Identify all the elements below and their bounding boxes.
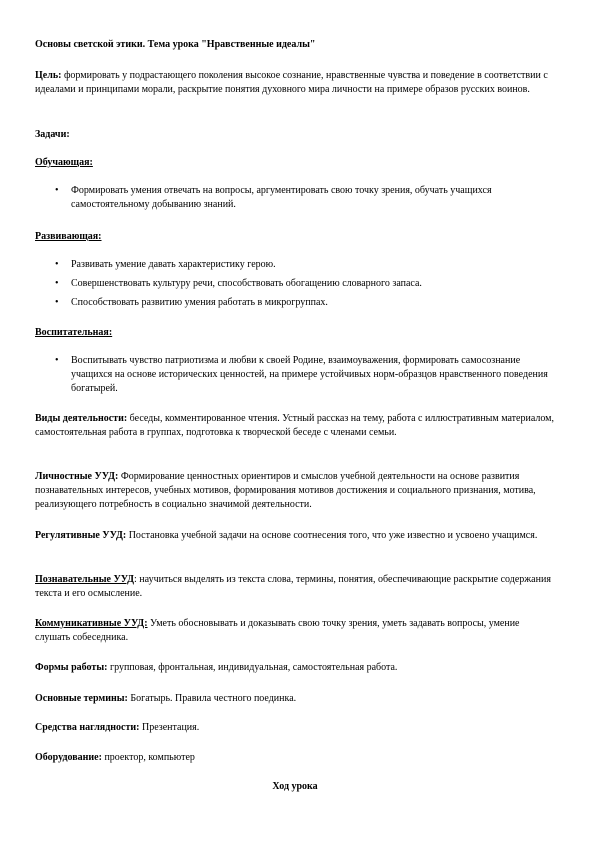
activities-text: беседы, комментированное чтения. Устный рассказ на тему, работа с иллюстративным материалом, самостоятельная работа в группах, подготовка к творческой беседе с членами семьи. (35, 413, 554, 438)
communicative-uud-text: Уметь обосновывать и доказывать свою точку зрения, уметь задавать вопросы, умение слушать собеседника. (35, 618, 520, 643)
activities-paragraph (35, 412, 555, 440)
communicative-uud-paragraph (35, 617, 555, 645)
cognitive-uud-text: : научиться выделять из текста слова, термины, понятия, обеспечивающие раскрытие содержания текста и его осмысление. (35, 574, 551, 599)
document-title: Основы светской этики. Тема урока "Нравственные идеалы" (35, 39, 316, 50)
personal-uud-text: Формирование ценностных ориентиров и смыслов учебной деятельности на основе развития познавательных интересов, учебных мотивов, формирования мотивов достижения и социального признания, мотива, реализующего потребность в социально значимой деятельности. (35, 471, 536, 510)
tasks-heading: Задачи: (35, 129, 70, 140)
list-item: • Способствовать развитию умения работать в микрогруппах. (35, 296, 555, 310)
list-item: • Воспитывать чувство патриотизма и любви к своей Родине, взаимоуважения, формировать самосознание учащихся на основе исторических ценностей, на примере устойчивых норм-образцов нравственного поведения богатырей. (35, 354, 555, 396)
communicative-uud-label: Коммуникативные УУД: (35, 618, 148, 629)
teaching-heading: Обучающая: (35, 157, 93, 168)
list-item: • Развивать умение давать характеристику герою. (35, 258, 555, 272)
terms-paragraph (35, 692, 555, 706)
forms-paragraph (35, 661, 555, 675)
equipment-label: Оборудование: (35, 752, 102, 763)
personal-uud-label: Личностные УУД: (35, 471, 119, 482)
educational-heading: Воспитательная: (35, 327, 113, 338)
activities-label: Виды деятельности: (35, 413, 128, 424)
regulatory-uud-label: Регулятивные УУД: (35, 530, 127, 541)
list-item: • Совершенствовать культуру речи, способствовать обогащению словарного запаса. (35, 277, 555, 291)
cognitive-uud-label: Познавательные УУД (35, 574, 135, 585)
developing-heading: Развивающая: (35, 231, 102, 242)
visual-aids-label: Средства наглядности: (35, 722, 140, 733)
regulatory-uud-text: Постановка учебной задачи на основе соотнесения того, что уже известно и усвоено учащимся. (126, 530, 538, 541)
goal-label: Цель: (35, 70, 62, 81)
goal-paragraph (35, 69, 555, 97)
equipment-paragraph (35, 751, 555, 765)
lesson-heading: Ход урока (272, 781, 318, 792)
teaching-list (35, 184, 555, 212)
terms-text: Богатырь. Правила честного поединка. (127, 693, 297, 704)
cognitive-uud-paragraph (35, 573, 555, 601)
equipment-text: проектор, компьютер (101, 752, 195, 763)
regulatory-uud-paragraph (35, 529, 555, 543)
terms-label: Основные термины: (35, 693, 128, 704)
list-item: • Формировать умения отвечать на вопросы, аргументировать свою точку зрения, обучать учащихся самостоятельному добыванию знаний. (35, 184, 555, 212)
personal-uud-paragraph (35, 470, 555, 512)
educational-list (35, 354, 555, 396)
visual-aids-paragraph (35, 721, 555, 735)
forms-label: Формы работы: (35, 662, 108, 673)
developing-list (35, 258, 555, 310)
forms-text: групповая, фронтальная, индивидуальная, самостоятельная работа. (107, 662, 398, 673)
goal-text: формировать у подрастающего поколения высокое сознание, нравственные чувства и поведение в соответствии с идеалами и принципами морали, раскрытие понятия духовного мира личности на примере образов русских воинов. (35, 70, 548, 95)
visual-aids-text: Презентация. (139, 722, 200, 733)
